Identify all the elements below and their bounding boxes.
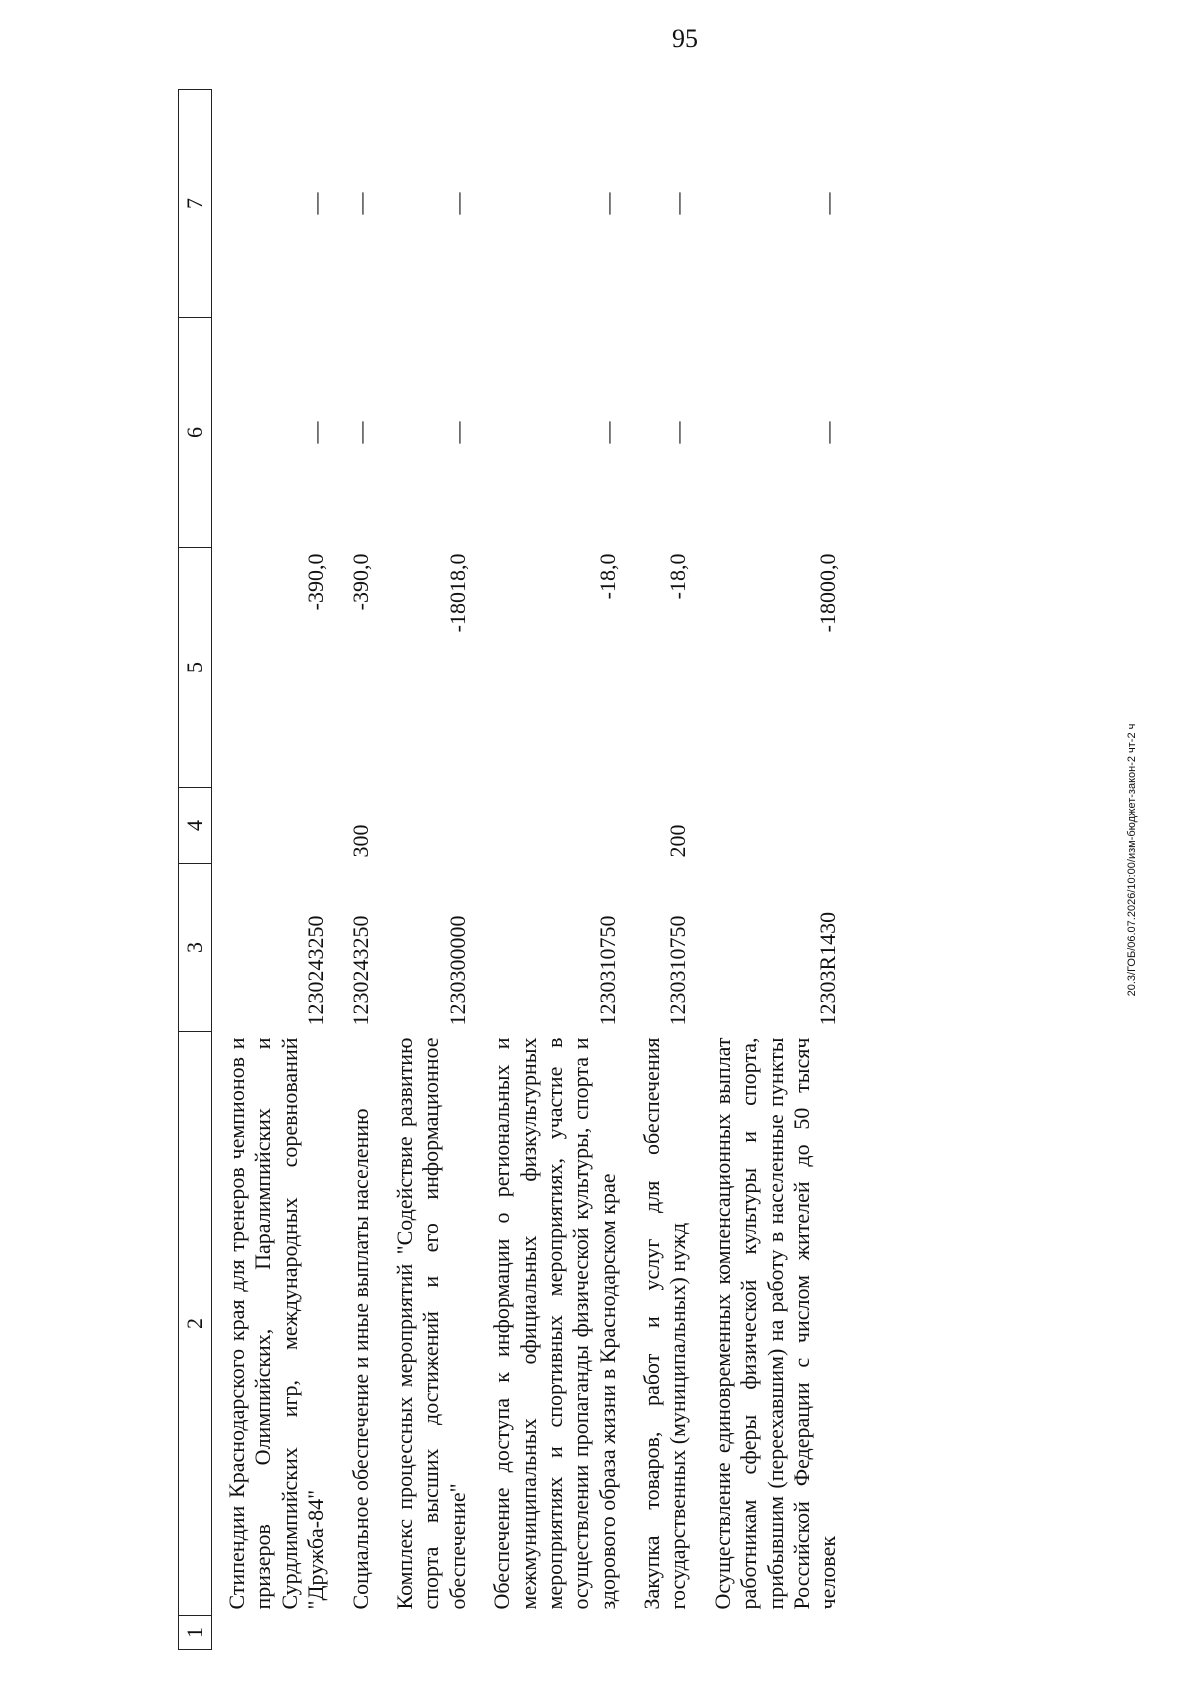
table-row xyxy=(380,90,477,1650)
target-code-cell: 1230310750 xyxy=(594,915,620,1026)
budget-table xyxy=(178,89,848,1650)
target-code-cell: 1230243250 xyxy=(347,915,373,1026)
row-number-cell xyxy=(336,1616,380,1650)
column-7-cell: — xyxy=(665,192,691,215)
column-6-cell: — xyxy=(594,421,620,444)
column-7-cell: — xyxy=(444,192,470,215)
table-row xyxy=(627,90,698,1650)
column-6-cell: — xyxy=(444,421,470,444)
target-code-cell: 12303R1430 xyxy=(815,911,841,1026)
column-6-cell: — xyxy=(347,421,373,444)
amount-cell: -18000,0 xyxy=(815,553,841,633)
table-row xyxy=(698,90,848,1650)
header-cell-4: 4 xyxy=(179,788,212,864)
header-cell-3: 3 xyxy=(179,864,212,1032)
description-cell: Социальное обеспечение и иные выплаты населению xyxy=(347,1108,373,1610)
amount-cell: -18,0 xyxy=(665,553,691,600)
column-6-cell: — xyxy=(815,421,841,444)
column-7-cell: — xyxy=(303,192,329,215)
table-header-row xyxy=(179,90,212,1650)
column-6-cell: — xyxy=(665,421,691,444)
column-7-cell: — xyxy=(815,192,841,215)
target-code-cell: 1230300000 xyxy=(444,915,470,1026)
row-number-cell xyxy=(380,1616,477,1650)
header-cell-1: 1 xyxy=(179,1616,212,1650)
description-cell: Закупка товаров, работ и услуг для обеспечения государственных (муниципальных) нужд xyxy=(639,1037,691,1610)
row-number-cell xyxy=(627,1616,698,1650)
amount-cell: -390,0 xyxy=(303,553,329,611)
description-cell: Комплекс процессных мероприятий "Содействие развитию спорта высших достижений и его информационное обеспечение" xyxy=(391,1037,470,1610)
table-row xyxy=(212,90,336,1650)
table-row xyxy=(336,90,380,1650)
page-number: 95 xyxy=(672,24,698,53)
expense-type-cell xyxy=(698,788,848,864)
column-7-cell: — xyxy=(347,192,373,215)
column-7-cell: — xyxy=(594,192,620,215)
rotated-table-frame xyxy=(178,90,1178,1650)
expense-type-cell xyxy=(212,788,336,864)
expense-type-cell xyxy=(477,788,627,864)
table-row xyxy=(477,90,627,1650)
header-cell-7: 7 xyxy=(179,90,212,318)
description-cell: Осуществление единовременных компенсационных выплат работникам сферы физической культуры и спорта, прибывшим (переехавшим) на работу в населенные пункты Российской Федерации с числом жителей до 50 тысяч человек xyxy=(709,1037,841,1610)
expense-type-cell: 300 xyxy=(347,824,373,858)
row-number-cell xyxy=(212,1616,336,1650)
amount-cell: -18018,0 xyxy=(444,553,470,633)
row-number-cell xyxy=(477,1616,627,1650)
amount-cell: -390,0 xyxy=(347,553,373,611)
target-code-cell: 1230310750 xyxy=(665,915,691,1026)
description-cell: Обеспечение доступа к информации о региональных и межмуниципальных официальных физкультурных мероприятиях и спортивных мероприятиях, участие в осуществлении пропаганды физической культуры, спорта и здорового образа жизни в Краснодарском крае xyxy=(489,1037,620,1610)
target-code-cell: 1230243250 xyxy=(303,915,329,1026)
document-code-text: 20.3/ГОБ/06.07.2026/10:00/изм-бюджет-закон-2 чт-2 ч xyxy=(1126,723,1138,997)
header-cell-2: 2 xyxy=(179,1032,212,1616)
rotated-content xyxy=(178,90,1178,1650)
column-6-cell: — xyxy=(303,421,329,444)
header-cell-6: 6 xyxy=(179,318,212,548)
expense-type-cell xyxy=(380,788,477,864)
description-cell: Стипендии Краснодарского края для тренеров чемпионов и призеров Олимпийских, Паралимпийских и Сурдлимпийских игр, международных соревнований "Дружба-84" xyxy=(224,1037,329,1610)
header-cell-5: 5 xyxy=(179,548,212,788)
row-number-cell xyxy=(698,1616,848,1650)
amount-cell: -18,0 xyxy=(594,553,620,600)
expense-type-cell: 200 xyxy=(665,824,691,858)
